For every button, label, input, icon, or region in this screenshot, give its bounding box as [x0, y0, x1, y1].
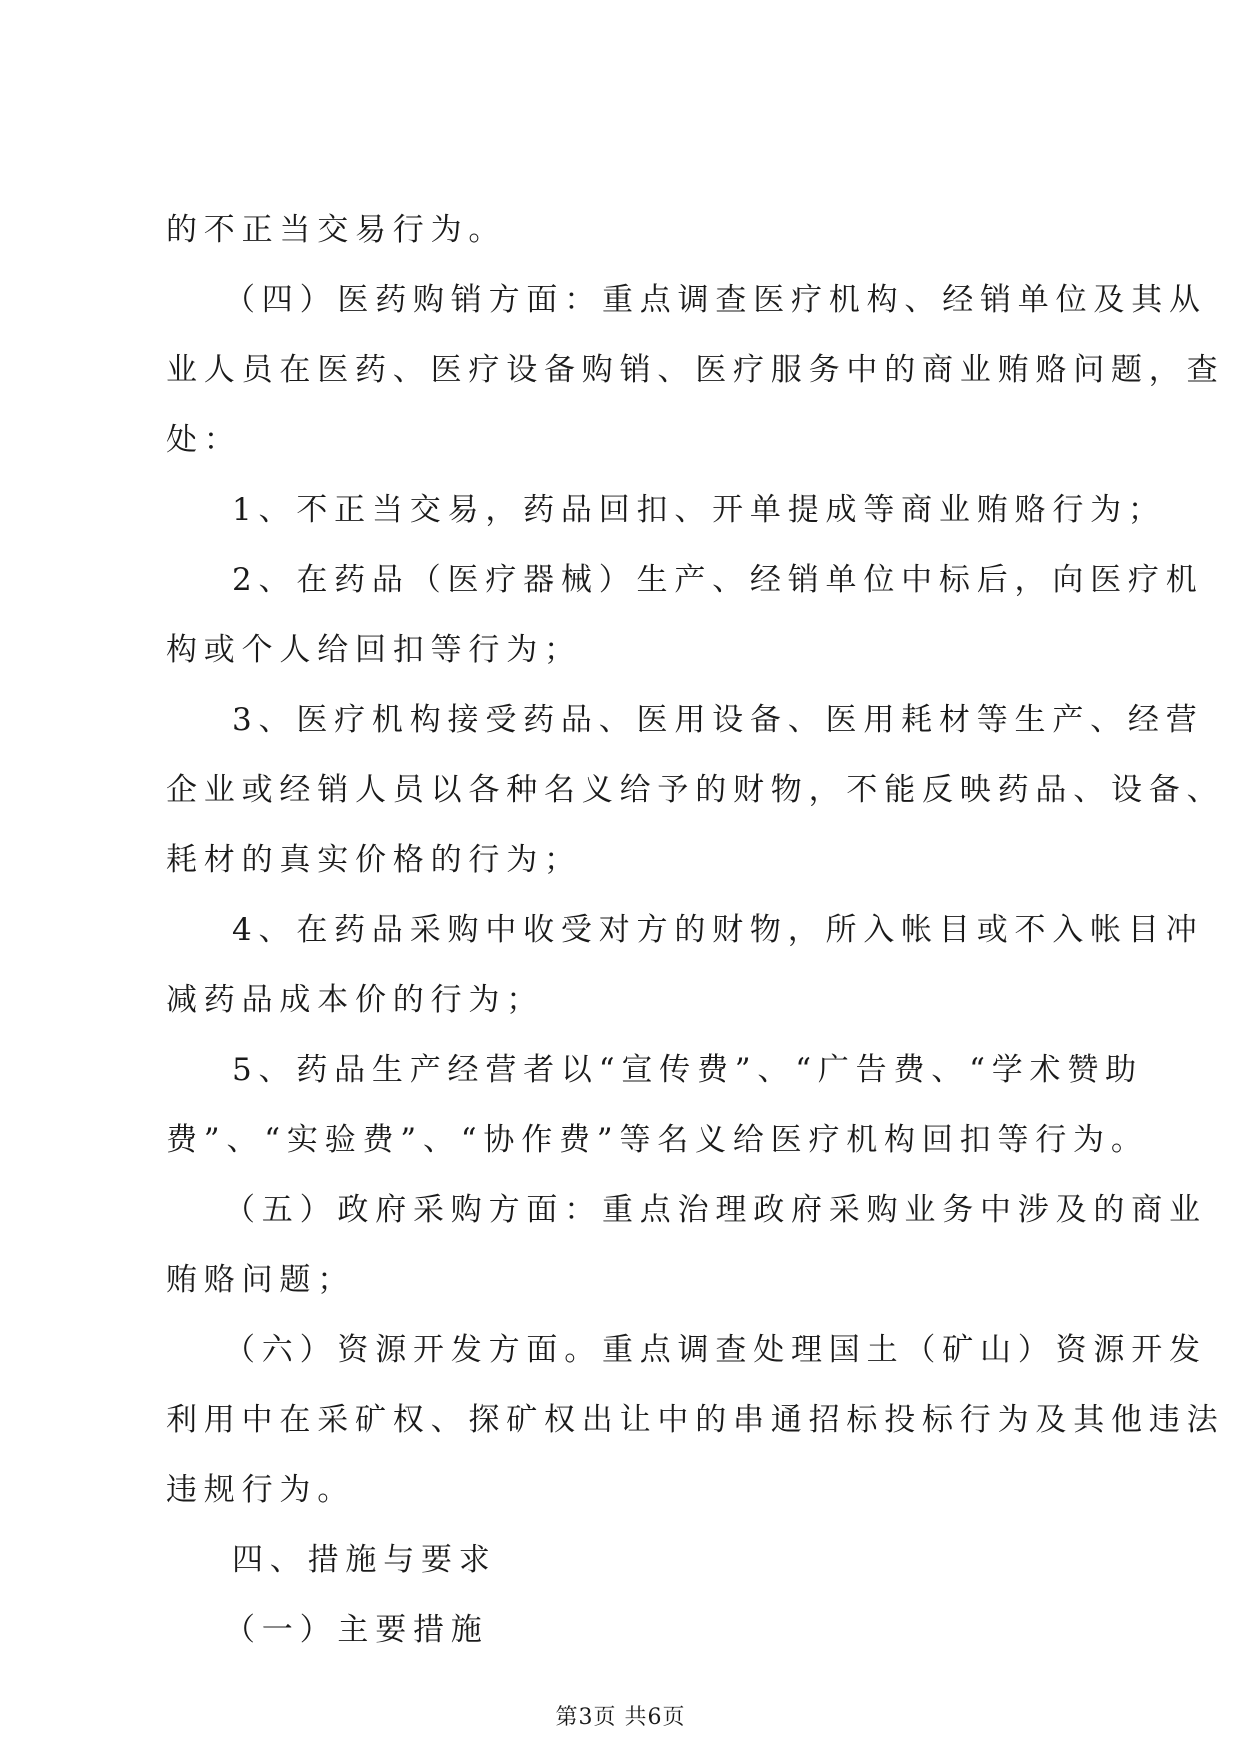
- text-line: 利用中在采矿权、探矿权出让中的串通招标投标行为及其他违法: [166, 1402, 1225, 1438]
- text-line: 耗材的真实价格的行为；: [166, 842, 582, 878]
- subsection-heading: （一）主要措施: [224, 1612, 489, 1648]
- page-footer: 第3页 共6页: [555, 1705, 686, 1730]
- text-line: 贿赂问题；: [166, 1262, 355, 1298]
- section-heading: 四、措施与要求: [232, 1542, 497, 1578]
- text-line: 处：: [166, 422, 242, 458]
- text-line: 5、药品生产经营者以“宣传费”、“广告费、“学术赞助: [232, 1052, 1143, 1088]
- text-line: 费”、“实验费”、“协作费”等名义给医疗机构回扣等行为。: [166, 1122, 1149, 1158]
- text-line: （四）医药购销方面：重点调查医疗机构、经销单位及其从: [224, 282, 1207, 318]
- text-line: 企业或经销人员以各种名义给予的财物，不能反映药品、设备、: [166, 772, 1225, 808]
- text-line: 2、在药品（医疗器械）生产、经销单位中标后，向医疗机: [232, 562, 1204, 598]
- text-line: 1、不正当交易，药品回扣、开单提成等商业贿赂行为；: [232, 492, 1166, 528]
- text-line: 构或个人给回扣等行为；: [166, 632, 582, 668]
- text-line: 业人员在医药、医疗设备购销、医疗服务中的商业贿赂问题，查: [166, 352, 1225, 388]
- text-line: （六）资源开发方面。重点调查处理国土（矿山）资源开发: [224, 1332, 1207, 1368]
- text-line: 违规行为。: [166, 1472, 355, 1508]
- text-line: 4、在药品采购中收受对方的财物，所入帐目或不入帐目冲: [232, 912, 1204, 948]
- text-line: （五）政府采购方面：重点治理政府采购业务中涉及的商业: [224, 1192, 1207, 1228]
- text-line: 的不正当交易行为。: [166, 212, 507, 248]
- text-line: 3、医疗机构接受药品、医用设备、医用耗材等生产、经营: [232, 702, 1204, 738]
- text-line: 减药品成本价的行为；: [166, 982, 544, 1018]
